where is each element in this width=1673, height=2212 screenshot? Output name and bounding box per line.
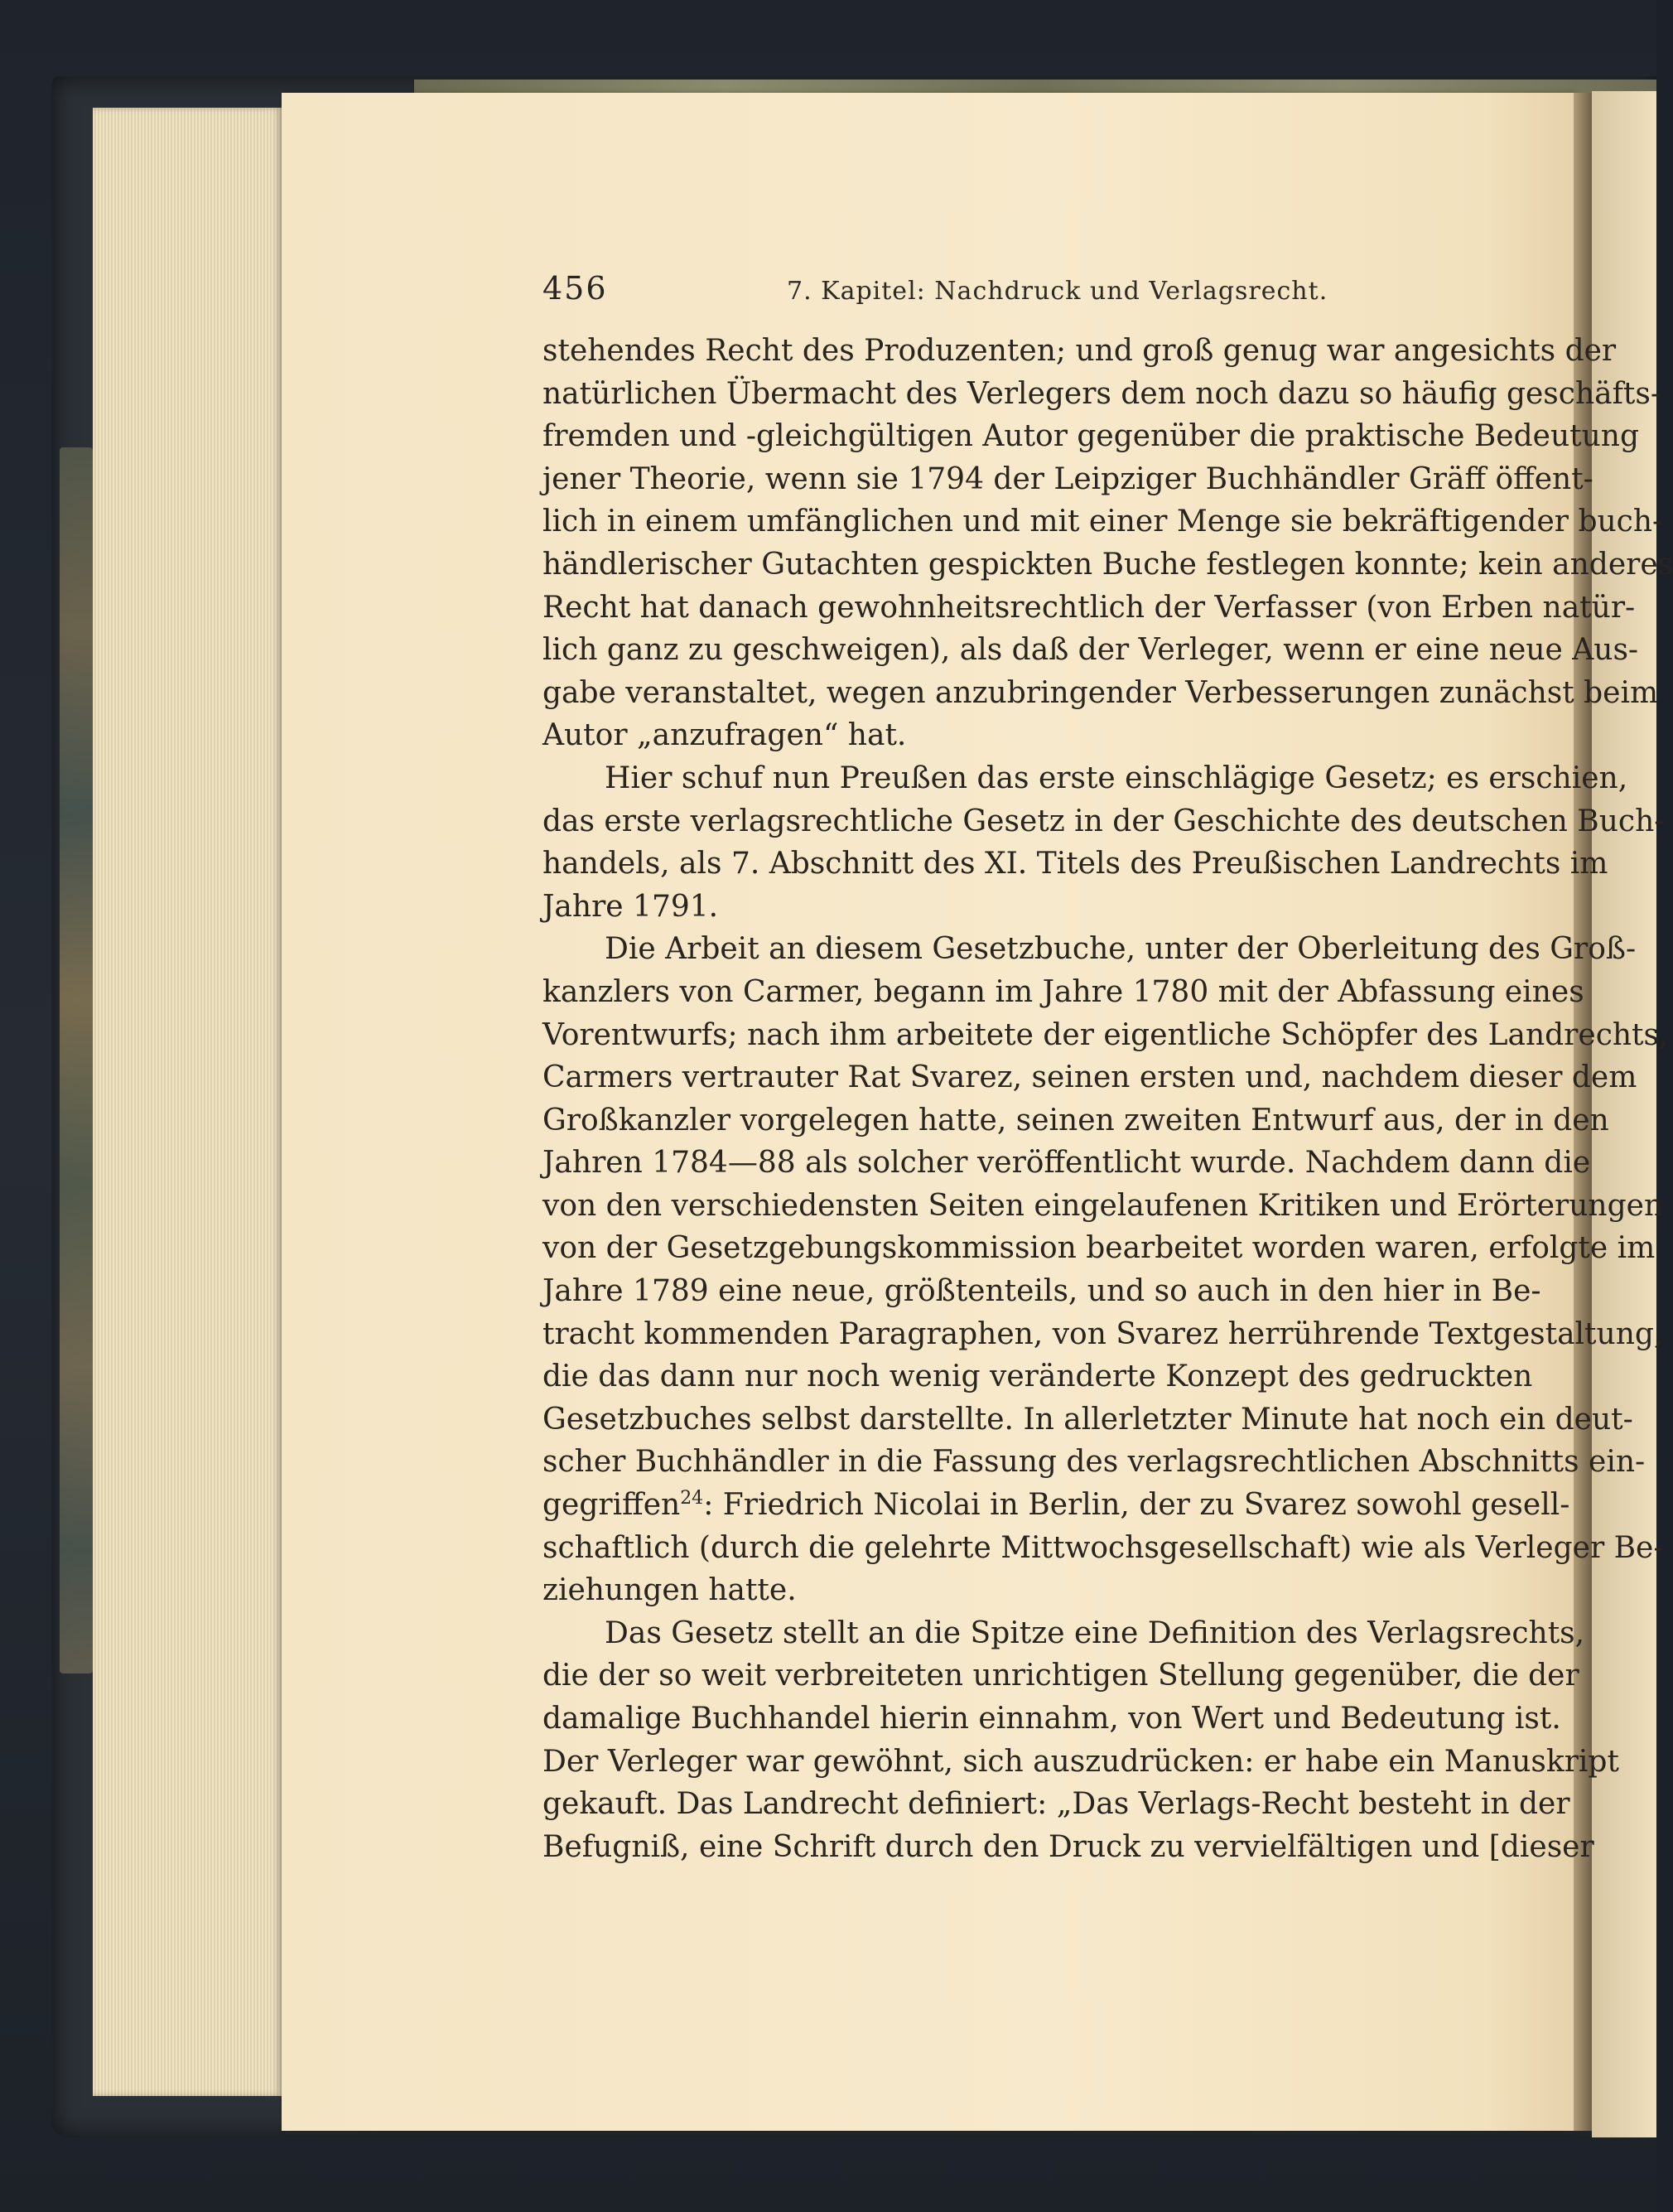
text-line: lich ganz zu geschweigen), als daß der Verleger, wenn er eine neue Aus- [542, 633, 1639, 668]
text-line: Jahren 1784—88 als solcher veröffentlicht wurde. Nachdem dann die [542, 1146, 1591, 1181]
marbled-board [60, 447, 93, 1673]
text-line: tracht kommenden Paragraphen, von Svarez herrührende Textgestaltung, [542, 1316, 1664, 1351]
page-edges-stack [93, 108, 282, 2096]
text-line: damalige Buchhandel hierin einnahm, von Wert und Bedeutung ist. [542, 1702, 1561, 1736]
text-line: von den verschiedensten Seiten eingelaufenen Kritiken und Erörterungen [542, 1188, 1664, 1223]
text-line: fremden und -gleichgültigen Autor gegenüber die praktische Bedeutung [542, 419, 1640, 454]
text-line: Großkanzler vorgelegen hatte, seinen zweiten Entwurf aus, der in den [542, 1103, 1609, 1137]
text-line: händlerischer Gutachten gespickten Buche festlegen konnte; kein anderes [542, 547, 1673, 582]
text-line: Vorentwurfs; nach ihm arbeitete der eigentliche Schöpfer des Landrechts, [542, 1017, 1669, 1052]
text-line: jener Theorie, wenn sie 1794 der Leipziger Buchhändler Gräff öffent- [542, 461, 1593, 496]
text-line: Gesetzbuches selbst darstellte. In allerletzter Minute hat noch ein deut- [542, 1402, 1633, 1437]
text-line: das erste verlagsrechtliche Gesetz in der Geschichte des deutschen Buch- [542, 804, 1665, 838]
text-line: Hier schuf nun Preußen das erste einschlägige Gesetz; es erschien, [605, 761, 1628, 795]
text-line: Jahre 1789 eine neue, größtenteils, und so auch in den hier in Be- [542, 1274, 1541, 1309]
text-line: schaftlich (durch die gelehrte Mittwochsgesellschaft) wie als Verleger Be- [542, 1530, 1664, 1565]
text-line: stehendes Recht des Produzenten; und groß genug war angesichts der [542, 334, 1617, 368]
text-line: Carmers vertrauter Rat Svarez, seinen ersten und, nachdem dieser dem [542, 1060, 1637, 1095]
text-line: scher Buchhändler in die Fassung des verlagsrechtlichen Abschnitts ein- [542, 1445, 1646, 1480]
text-line: Das Gesetz stellt an die Spitze eine Definition des Verlagsrechts, [605, 1616, 1585, 1650]
text-line: handels, als 7. Abschnitt des XI. Titels des Preußischen Landrechts im [542, 847, 1608, 881]
footnote-marker: 24 [680, 1488, 704, 1509]
text-line: ziehungen hatte. [542, 1573, 797, 1608]
text-line: kanzlers von Carmer, begann im Jahre 1780 mit der Abfassung eines [542, 974, 1584, 1009]
text-line: die das dann nur noch wenig veränderte Konzept des gedruckten [542, 1360, 1533, 1394]
text-line: gabe veranstaltet, wegen anzubringender Verbesserungen zunächst beim [542, 675, 1659, 710]
text-line: gegriffen$^{24}$: Friedrich Nicolai in Berlin, der zu Svarez sowohl gesell- [542, 1488, 1570, 1523]
text-line: Recht hat danach gewohnheitsrechtlich der Verfasser (von Erben natür- [542, 590, 1636, 625]
text-line: von der Gesetzgebungskommission bearbeitet worden waren, erfolgte im [542, 1231, 1656, 1266]
text-line: Die Arbeit an diesem Gesetzbuche, unter der Oberleitung des Groß- [605, 932, 1637, 967]
page-number: 456 [542, 270, 608, 307]
text-line: Befugniß, eine Schrift durch den Druck zu vervielfältigen und [dieser [542, 1829, 1594, 1864]
body-text [542, 330, 1673, 1868]
text-line: die der so weit verbreiteten unrichtigen Stellung gegenüber, die der [542, 1659, 1579, 1693]
text-line: Autor „anzufragen“ hat. [542, 718, 907, 753]
text-line: Jahre 1791. [542, 889, 719, 924]
text-line: natürlichen Übermacht des Verlegers dem noch dazu so häufig geschäfts- [542, 376, 1661, 411]
chapter-heading: 7. Kapitel: Nachdruck und Verlagsrecht. [787, 277, 1328, 306]
text-line: gekauft. Das Landrecht definiert: „Das Verlags-Recht besteht in der [542, 1787, 1570, 1822]
running-head [542, 270, 1470, 320]
text-line: lich in einem umfänglichen und mit einer Menge sie bekräftigender buch- [542, 505, 1663, 539]
text-line: Der Verleger war gewöhnt, sich auszudrücken: er habe ein Manuskript [542, 1744, 1619, 1779]
